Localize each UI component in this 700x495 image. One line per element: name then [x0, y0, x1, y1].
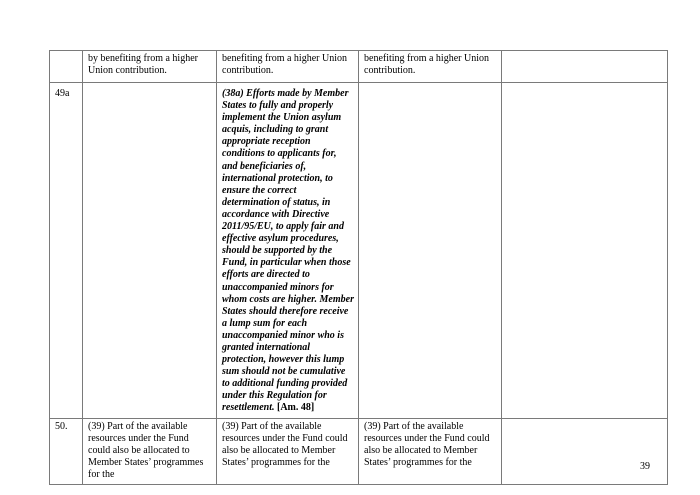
- row-number: 50.: [50, 418, 83, 484]
- parliament-position-cell: [217, 51, 359, 83]
- table-row: [50, 418, 668, 484]
- row-number: 49a: [50, 83, 83, 419]
- row-number: [50, 51, 83, 83]
- parliament-position-cell: [217, 418, 359, 484]
- council-position-cell: [359, 83, 502, 419]
- parliament-position-cell: [217, 83, 359, 419]
- table-row: [50, 51, 668, 83]
- amendment-text: (38a) Efforts made by Member States to fully and properly implement the Union asylum acquis, including to grant appropriate reception conditions to applicants for, and beneficiaries of, international protection, to ensure the correct determination of status, in accordance with Directive 2011/95/EU, to apply fair and effective asylum procedures, should be supported by the Fund, in particular when those efforts are directed to unaccompanied minors for whom costs are higher. Member States should therefore receive a lump sum for each unaccompanied minor who is granted international protection, however this lump sum should not be cumulative to additional funding provided under this Regulation for resettlement.: [222, 88, 354, 414]
- cell-text: (39) Part of the available resources under the Fund could also be allocated to Member States’ programmes for the: [222, 420, 348, 468]
- table-row: [50, 83, 668, 419]
- council-position-cell: [359, 418, 502, 484]
- cell-text: (39) Part of the available resources under the Fund could also be allocated to Member States’ programmes for the: [364, 420, 490, 468]
- compromise-cell: [502, 418, 668, 484]
- commission-proposal-cell: [83, 83, 217, 419]
- cell-text: benefiting from a higher Union contribution.: [364, 53, 489, 77]
- council-position-cell: [359, 51, 502, 83]
- compromise-cell: [502, 83, 668, 419]
- cell-text: (39) Part of the available resources under the Fund could also be allocated to Member States’ programmes for the: [88, 420, 204, 480]
- amendment-reference: [Am. 48]: [277, 402, 315, 414]
- compromise-cell: [502, 51, 668, 83]
- page-number: 39: [640, 461, 650, 472]
- cell-text: by benefiting from a higher Union contribution.: [88, 53, 198, 77]
- cell-text: benefiting from a higher Union contribution.: [222, 53, 347, 77]
- commission-proposal-cell: [83, 418, 217, 484]
- comparison-table: [49, 50, 668, 485]
- commission-proposal-cell: [83, 51, 217, 83]
